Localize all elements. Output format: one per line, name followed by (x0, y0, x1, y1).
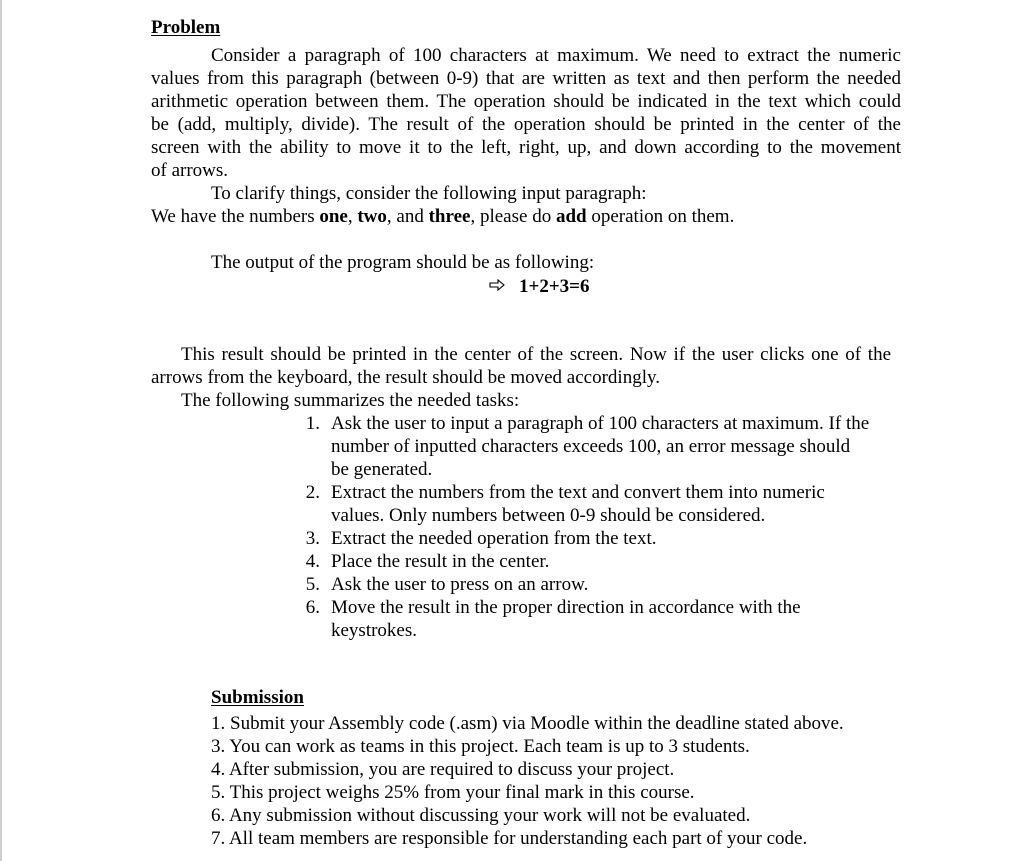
task-text: Place the result in the center. (331, 551, 550, 572)
task-number: 5. (305, 574, 320, 595)
task-number: 6. (305, 597, 320, 618)
problem-paragraph (151, 44, 901, 182)
output-intro: The output of the program should be as following: (211, 252, 595, 273)
task-text: Extract the numbers from the text and convert them into numeric (331, 482, 825, 503)
example-word-two: two (357, 206, 387, 227)
task-text: Ask the user to input a paragraph of 100 characters at maximum. If the (331, 413, 870, 434)
submission-item: 1. Submit your Assembly code (.asm) via Moodle within the deadline stated above. (211, 713, 844, 734)
task-number: 1. (305, 413, 320, 434)
right-arrow-icon (489, 279, 505, 291)
task-text: Ask the user to press on an arrow. (331, 574, 589, 595)
task-text: number of inputted characters exceeds 100, an error message should (331, 436, 851, 457)
paragraph-line: Consider a paragraph of 100 characters at maximum. We need to extract the numeric (211, 45, 901, 66)
example-word-one: one (319, 206, 348, 227)
submission-list (211, 712, 844, 850)
task-number: 4. (305, 551, 320, 572)
example-word-three: three (428, 206, 471, 227)
task-text: keystrokes. (331, 620, 418, 641)
summary-intro: The following summarizes the needed tasks: (181, 390, 520, 411)
task-text: values. Only numbers between 0-9 should be considered. (331, 505, 766, 526)
task-text: Extract the needed operation from the text. (331, 528, 657, 549)
submission-item: 3. You can work as teams in this project. Each team is up to 3 students. (211, 736, 750, 757)
example-text: We have the numbers (151, 206, 320, 227)
example-word-add: add (555, 206, 587, 227)
submission-item: 4. After submission, you are required to discuss your project. (211, 759, 675, 780)
result-paragraph (151, 343, 891, 389)
paragraph-line: be (add, multiply, divide). The result of the operation should be printed in the center of the (151, 114, 901, 135)
output-result: 1+2+3=6 (519, 276, 590, 297)
paragraph-line: arrows from the keyboard, the result should be moved accordingly. (151, 367, 660, 388)
example-text: , and (386, 206, 429, 227)
paragraph-line: of arrows. (151, 160, 229, 181)
output-result-line (489, 275, 589, 298)
task-text: Move the result in the proper direction in accordance with the (331, 597, 801, 618)
example-text: , please do (470, 206, 556, 227)
task-number: 3. (305, 528, 320, 549)
paragraph-line: arithmetic operation between them. The operation should be indicated in the text which could (151, 91, 901, 112)
submission-item: 7. All team members are responsible for understanding each part of your code. (211, 828, 808, 849)
paragraph-line: screen with the ability to move it to the left, right, up, and down according to the movement (151, 137, 901, 158)
example-input-paragraph (151, 205, 734, 228)
page-left-border (0, 0, 2, 861)
submission-item: 6. Any submission without discussing your work will not be evaluated. (211, 805, 751, 826)
task-number: 2. (305, 482, 320, 503)
clarify-text: To clarify things, consider the following input paragraph: (211, 183, 647, 204)
task-text: be generated. (331, 459, 433, 480)
problem-heading: Problem (151, 17, 221, 38)
paragraph-line: values from this paragraph (between 0-9) that are written as text and then perform the needed (151, 68, 901, 89)
submission-heading: Submission (211, 687, 304, 708)
paragraph-line: This result should be printed in the center of the screen. Now if the user clicks one of the (181, 344, 891, 365)
example-text: operation on them. (586, 206, 735, 227)
submission-item: 5. This project weighs 25% from your final mark in this course. (211, 782, 695, 803)
example-text: , (347, 206, 358, 227)
